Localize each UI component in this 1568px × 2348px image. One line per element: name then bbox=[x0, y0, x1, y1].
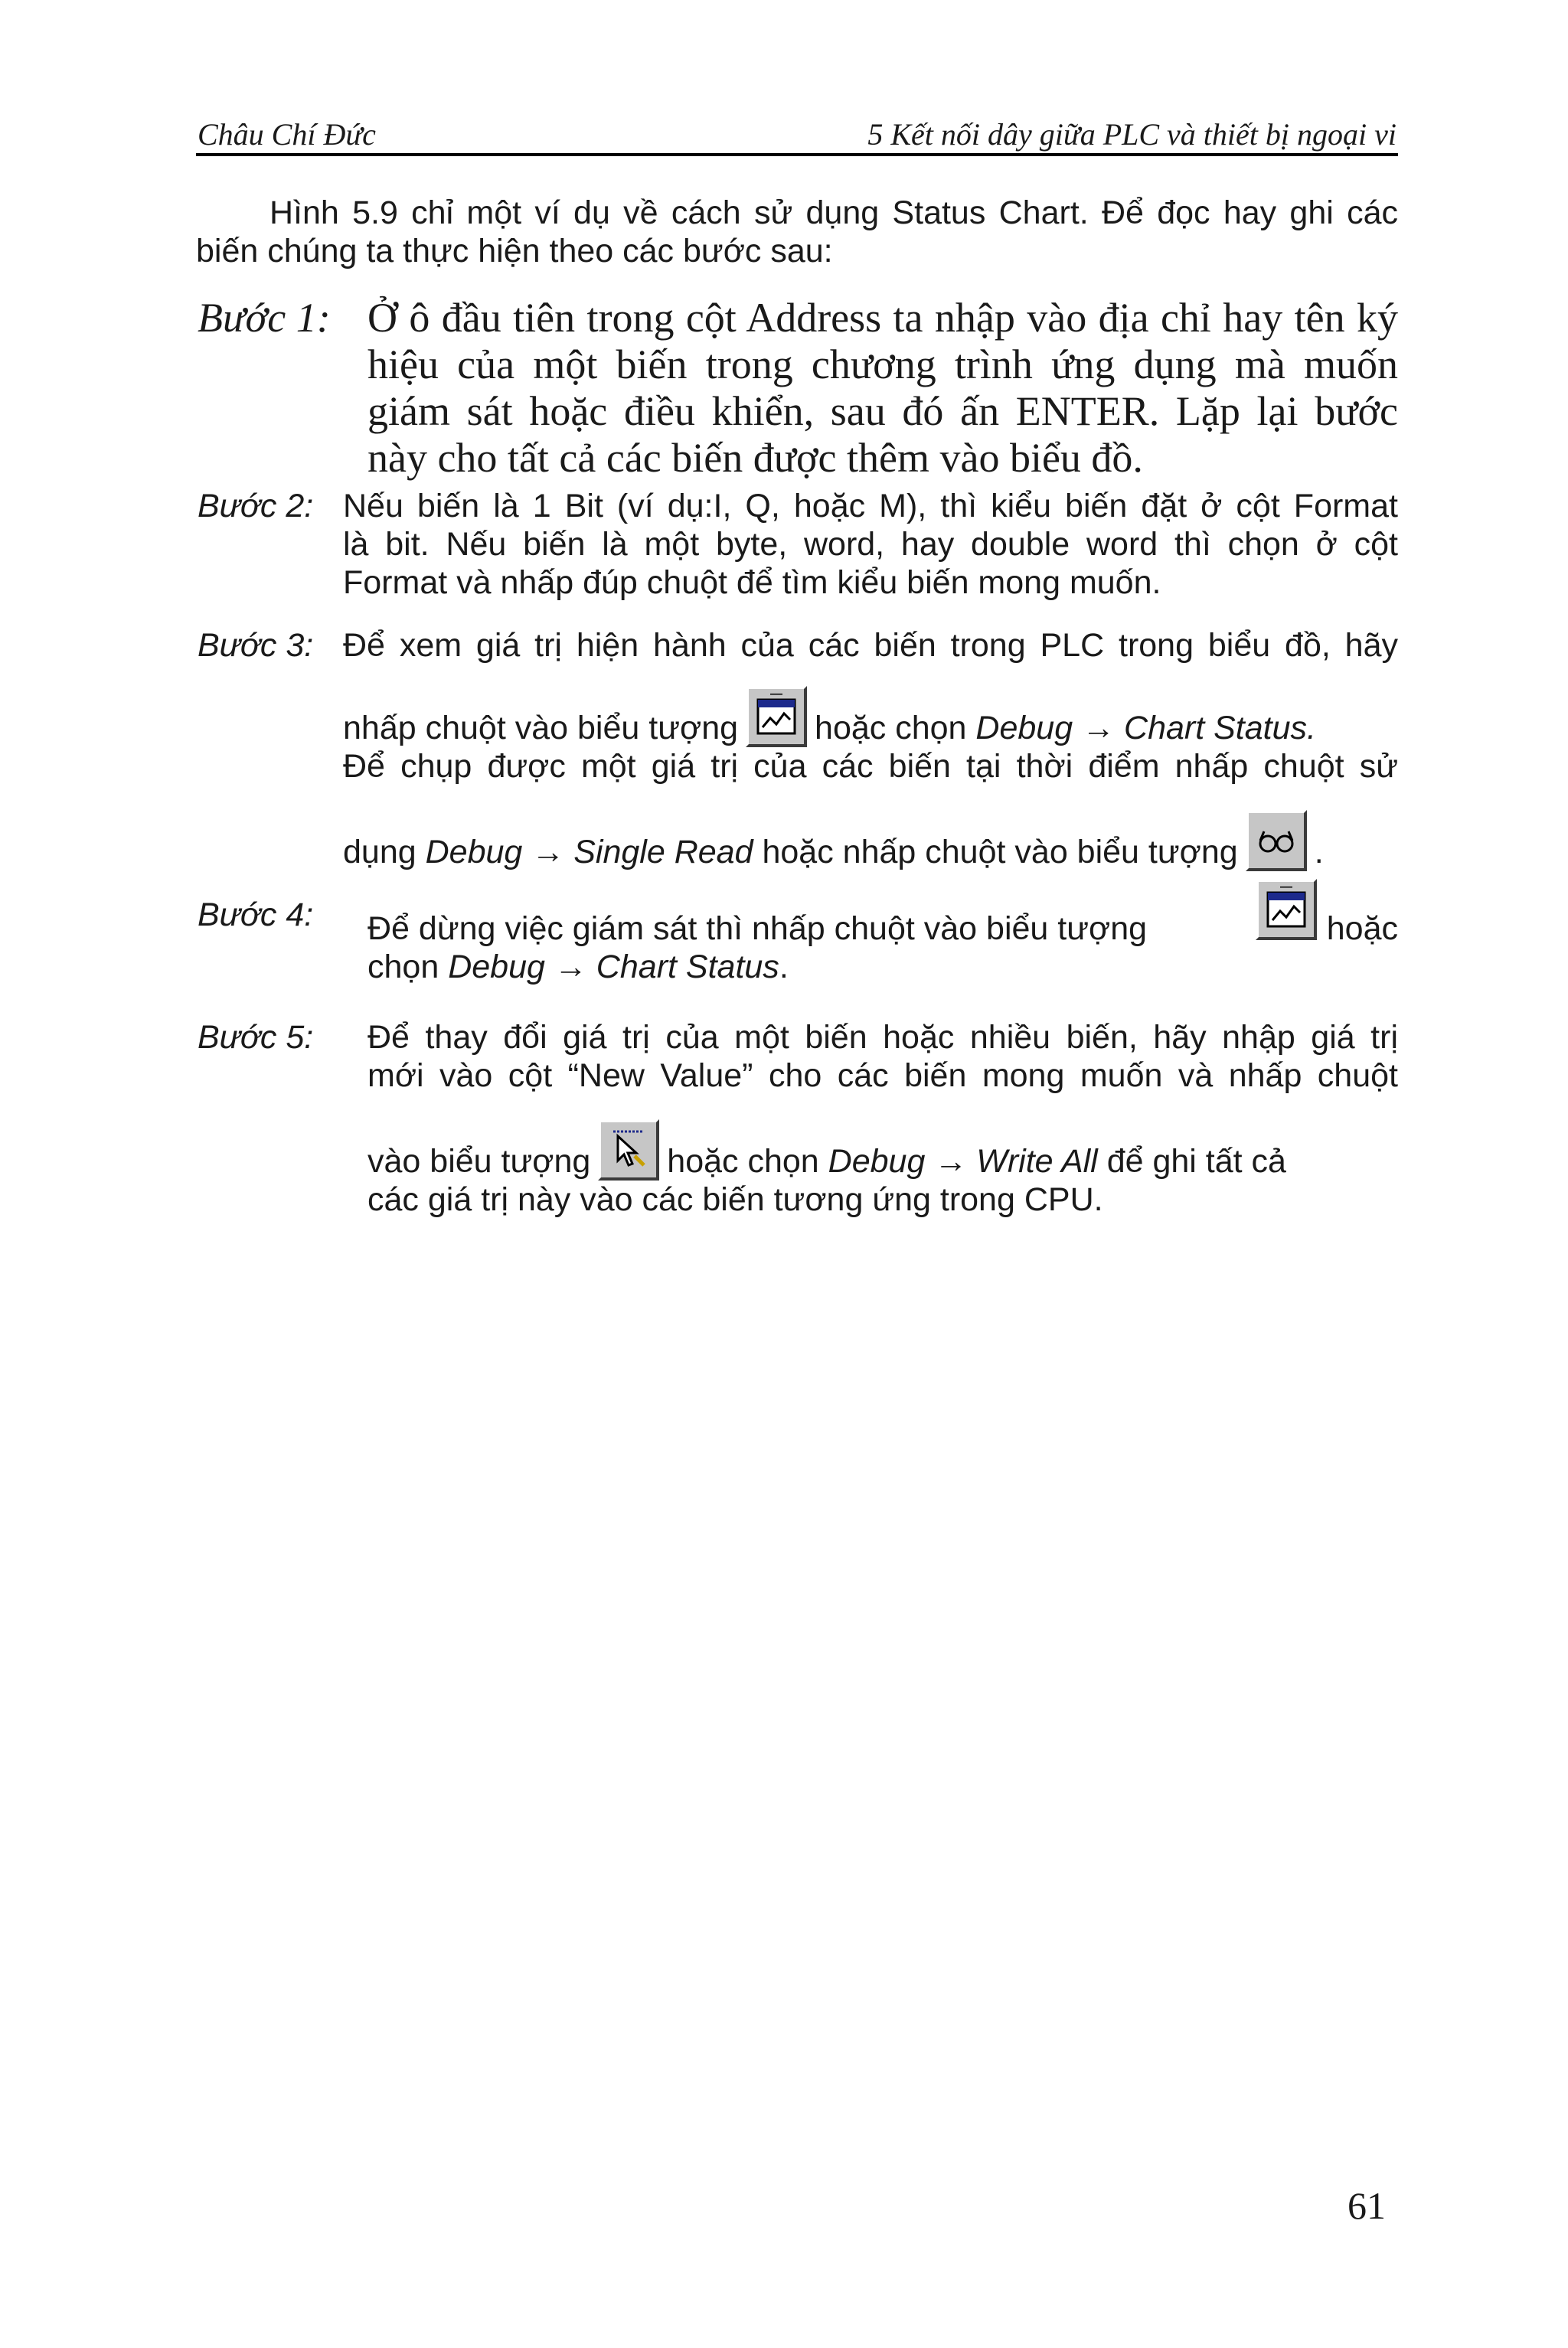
menu-path-chart-status: Debug → Chart Status bbox=[448, 949, 779, 985]
step-3-line-4-end: . bbox=[1314, 834, 1324, 870]
intro-line-1: Hình 5.9 chỉ một ví dụ về cách sử dụng Status Chart. Để đọc hay ghi các bbox=[270, 194, 1398, 231]
step-5-line-3-post: để ghi tất cả bbox=[1106, 1143, 1286, 1180]
step-4-line-1-post: hoặc bbox=[1326, 910, 1398, 947]
step-5-line-3 bbox=[368, 1095, 1398, 1181]
step-5-text bbox=[368, 1018, 1398, 1219]
step-4-line-2-pre: chọn bbox=[368, 949, 439, 985]
page-number: 61 bbox=[1348, 2184, 1386, 2227]
step-5-line-3-pre: vào biểu tượng bbox=[368, 1143, 591, 1180]
step-1-line: hiệu của một biến trong chương trình ứng dụng mà muốn bbox=[368, 341, 1398, 387]
step-2-line: Format và nhấp đúp chuột để tìm kiểu biến mong muốn. bbox=[343, 564, 1161, 601]
write-all-icon[interactable] bbox=[598, 1119, 659, 1181]
step-3-line-4-pre: dụng bbox=[343, 834, 416, 870]
step-1-text bbox=[368, 295, 1398, 482]
step-2-text bbox=[343, 487, 1398, 602]
step-4-text bbox=[368, 891, 1398, 986]
step-1-line: này cho tất cả các biến được thêm vào biểu đồ. bbox=[368, 435, 1143, 481]
chart-status-icon[interactable] bbox=[1256, 879, 1317, 940]
step-3-line-3: Để chụp được một giá trị của các biến tại thời điểm nhấp chuột sử bbox=[343, 748, 1398, 785]
step-3-line-1: Để xem giá trị hiện hành của các biến trong PLC trong biểu đồ, hãy bbox=[343, 627, 1398, 664]
step-4-label: Bước 4: bbox=[198, 896, 314, 933]
step-1-label: Bước 1: bbox=[198, 295, 331, 341]
step-1-line: Ở ô đầu tiên trong cột Address ta nhập vào địa chỉ hay tên ký bbox=[368, 295, 1398, 341]
intro-paragraph bbox=[196, 194, 1398, 270]
chart-status-icon[interactable] bbox=[746, 686, 807, 747]
step-5-line-1: Để thay đổi giá trị của một biến hoặc nhiều biến, hãy nhập giá trị bbox=[368, 1019, 1398, 1056]
header-author: Châu Chí Đức bbox=[198, 117, 376, 152]
step-3-line-2-pre: nhấp chuột vào biểu tượng bbox=[343, 710, 739, 746]
page-header bbox=[196, 115, 1398, 156]
step-5-line-2: mới vào cột “New Value” cho các biến mong muốn và nhấp chuột bbox=[368, 1057, 1398, 1094]
step-3-line-2-post: hoặc chọn bbox=[815, 710, 967, 746]
step-3-label: Bước 3: bbox=[198, 627, 314, 664]
step-3-line-2 bbox=[343, 665, 1398, 747]
step-3-line-4 bbox=[343, 785, 1398, 871]
step-4-line-1 bbox=[368, 891, 1398, 960]
step-3-text bbox=[343, 626, 1398, 871]
step-5-label: Bước 5: bbox=[198, 1019, 314, 1056]
header-chapter: 5 Kết nối dây giữa PLC và thiết bị ngoại vi bbox=[867, 117, 1396, 152]
step-5-line-4: các giá trị này vào các biến tương ứng trong CPU. bbox=[368, 1181, 1103, 1218]
menu-path-write-all: Debug → Write All bbox=[828, 1143, 1098, 1180]
step-4-line-2-end: . bbox=[779, 949, 789, 985]
step-2-label: Bước 2: bbox=[198, 488, 314, 524]
step-2-line: Nếu biến là 1 Bit (ví dụ:I, Q, hoặc M), thì kiểu biến đặt ở cột Format bbox=[343, 488, 1398, 524]
step-4-line-1-pre: Để dừng việc giám sát thì nhấp chuột vào biểu tượng bbox=[368, 910, 1148, 947]
menu-path-single-read: Debug → Single Read bbox=[425, 834, 753, 870]
step-5-line-3-mid: hoặc chọn bbox=[667, 1143, 819, 1180]
intro-line-2: biến chúng ta thực hiện theo các bước sau: bbox=[196, 233, 833, 269]
glasses-icon[interactable] bbox=[1246, 810, 1307, 871]
step-3-line-4-post: hoặc nhấp chuột vào biểu tượng bbox=[762, 834, 1238, 870]
step-1-line: giám sát hoặc điều khiển, sau đó ấn ENTER. Lặp lại bước bbox=[368, 388, 1398, 434]
step-2-line: là bit. Nếu biến là một byte, word, hay double word thì chọn ở cột bbox=[343, 526, 1398, 563]
menu-path-chart-status: Debug → Chart Status. bbox=[975, 710, 1316, 746]
